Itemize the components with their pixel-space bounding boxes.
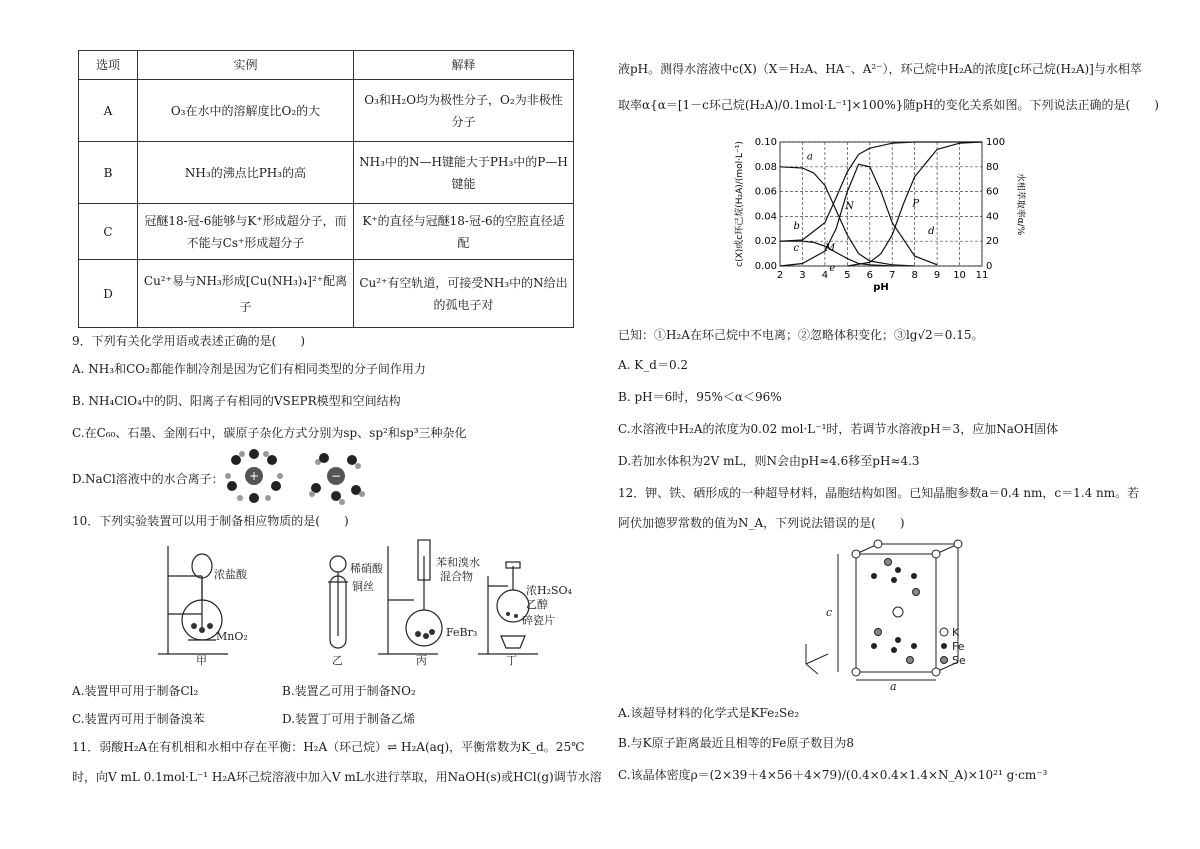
label-jia: 甲 (196, 654, 207, 667)
q12-option-a: A.该超导材料的化学式是KFe₂Se₂ (618, 706, 800, 720)
table-row (79, 80, 574, 142)
annotation-M: M (824, 243, 836, 255)
q11-stem-line4: 取率α{α＝[1－c环己烷(H₂A)/0.1mol·L⁻¹]×100%}随pH的变化关系如图。下列说法正确的是( ) (618, 98, 1159, 112)
table-header: 实例 (138, 51, 354, 80)
annotation-e: e (829, 262, 836, 274)
x-tick-label: 5 (844, 270, 851, 281)
q10-option-c: C.装置丙可用于制备溴苯 (72, 712, 205, 726)
y-tick-label: 0.08 (754, 161, 777, 173)
y2-axis-label: 水相萃取率α/% (1015, 172, 1025, 236)
annotation-N: N (845, 200, 854, 212)
crystal-cell-figure (798, 540, 978, 693)
legend-se: Se (952, 654, 966, 667)
y2-tick-label: 80 (986, 161, 999, 173)
q11-option-d: D.若加水体积为2V mL，则N会由pH≈4.6移至pH≈4.3 (618, 454, 920, 468)
options-table (78, 50, 574, 328)
q11-stem-line2: 时，向V mL 0.1mol·L⁻¹ H₂A环己烷溶液中加入V mL水进行萃取，用NaOH(s)或HCl(g)调节水溶 (72, 770, 602, 784)
apparatus-figure (158, 536, 572, 667)
hydrated-ions-icon (216, 448, 436, 508)
annotation-P: P (912, 198, 920, 210)
table-header: 选项 (79, 51, 138, 80)
q10-option-a: A.装置甲可用于制备Cl₂ (72, 684, 199, 698)
x-tick-label: 10 (953, 270, 966, 281)
label-ding: 丁 (506, 654, 517, 667)
y-tick-label: 0.04 (754, 211, 777, 223)
table-cell: O₃和H₂O均为极性分子，O₂为非极性分子 (354, 80, 574, 142)
q12-stem-line2: 阿伏加德罗常数的值为N_A，下列说法错误的是( ) (618, 516, 905, 530)
x-tick-label: 4 (821, 270, 829, 281)
q9-stem: 9．下列有关化学用语或表述正确的是( ) (72, 334, 305, 348)
label-h2so4: 浓H₂SO₄ (526, 584, 572, 597)
table-cell: C (79, 204, 138, 260)
y-axis-label: c(X)或c环己烷(H₂A)/(mol·L⁻¹) (735, 141, 745, 267)
y-tick-label: 0.10 (754, 137, 777, 148)
q11-option-c: C.水溶液中H₂A的浓度为0.02 mol·L⁻¹时，若调节水溶液pH＝3，应加NaOH固体 (618, 422, 1059, 436)
annotation-a: a (806, 151, 813, 163)
label-febr3: FeBr₃ (446, 626, 478, 639)
q11-stem-line1: 11．弱酸H₂A在有机相和水相中存在平衡：H₂A（环己烷）⇌ H₂A(aq)，平衡常数为K_d。25℃ (72, 740, 585, 754)
x-axis-label: pH (873, 282, 889, 293)
q12-option-b: B.与K原子距离最近且相等的Fe原子数目为8 (618, 736, 855, 750)
x-tick-label: 3 (799, 270, 806, 281)
label-c: c (826, 606, 833, 619)
annotation-d: d (928, 225, 935, 237)
q9-option-b: B. NH₄ClO₄中的阴、阳离子有相同的VSEPR模型和空间结构 (72, 394, 401, 408)
x-tick-label: 2 (776, 270, 784, 281)
q10-option-d: D.装置丁可用于制备乙烯 (282, 712, 416, 726)
y2-tick-label: 40 (986, 211, 999, 223)
q9-option-c: C.在C₆₀、石墨、金刚石中，碳原子杂化方式分别为sp、sp²和sp³三种杂化 (72, 426, 467, 440)
y-tick-label: 0.02 (754, 236, 777, 248)
label-hcl: 浓盐酸 (214, 568, 247, 581)
table-cell: Cu²⁺易与NH₃形成[Cu(NH₃)₄]²⁺配离子 (138, 260, 354, 328)
table-row (79, 260, 574, 328)
annotation-c: c (793, 243, 800, 255)
table-cell: 冠醚18-冠-6能够与K⁺形成超分子，而不能与Cs⁺形成超分子 (138, 204, 354, 260)
x-tick-label: 6 (866, 270, 873, 281)
table-cell: K⁺的直径与冠醚18-冠-6的空腔直径适配 (354, 204, 574, 260)
y-tick-label: 0.00 (754, 261, 777, 272)
q11-option-b: B. pH＝6时，95%＜α＜96% (618, 390, 782, 404)
x-tick-label: 9 (933, 270, 941, 281)
q12-option-c: C.该晶体密度ρ＝(2×39＋4×56＋4×79)/(0.4×0.4×1.4×N_A)×10²¹ g·cm⁻³ (618, 768, 1048, 782)
legend-fe: Fe (952, 640, 965, 653)
q11-known: 已知：①H₂A在环己烷中不电离；②忽略体积变化；③lg√2＝0.15。 (618, 328, 984, 342)
table-cell: NH₃中的N—H键能大于PH₃中的P—H键能 (354, 142, 574, 204)
y-tick-label: 0.06 (754, 186, 777, 198)
q9-option-d: D.NaCl溶液中的水合离子： (72, 472, 224, 486)
y2-tick-label: 100 (986, 137, 1006, 148)
table-row (79, 142, 574, 204)
x-tick-label: 8 (911, 270, 918, 281)
table-cell: D (79, 260, 138, 328)
q9-option-a: A. NH₃和CO₂都能作制冷剂是因为它们有相同类型的分子间作用力 (72, 362, 426, 376)
table-cell: O₃在水中的溶解度比O₂的大 (138, 80, 354, 142)
q12-stem-line1: 12．钾、铁、硒形成的一种超导材料，晶胞结构如图。已知晶胞参数a＝0.4 nm，c＝1.4 nm。若 (618, 486, 1140, 500)
label-mno2: MnO₂ (216, 630, 248, 643)
chart (734, 132, 1034, 310)
y2-tick-label: 20 (986, 236, 999, 248)
y2-tick-label: 60 (986, 186, 999, 198)
y2-tick-label: 0 (986, 261, 993, 272)
annotation-b: b (793, 220, 800, 232)
q11-option-a: A. K_d＝0.2 (618, 358, 689, 372)
q10-stem: 10．下列实验装置可以用于制备相应物质的是( ) (72, 514, 349, 528)
svg-text:+: + (248, 469, 260, 483)
svg-text:−: − (330, 469, 342, 483)
label-yi: 乙 (332, 654, 343, 667)
label-a: a (890, 680, 897, 693)
table-cell: B (79, 142, 138, 204)
q11-stem-line3: 液pH。测得水溶液中c(X)（X＝H₂A、HA⁻、A²⁻），环己烷中H₂A的浓度[c环己烷(H₂A)]与水相萃 (618, 62, 1142, 76)
label-hno3: 稀硝酸 (350, 562, 383, 575)
legend-k: K (952, 626, 960, 639)
table-row (79, 204, 574, 260)
label-mix: 混合物 (440, 570, 473, 583)
x-tick-label: 7 (889, 270, 896, 281)
table-header-row (79, 51, 574, 80)
label-ethanol: 乙醇 (526, 598, 548, 611)
label-benzene: 苯和溴水 (436, 556, 480, 569)
label-chips: 碎瓷片 (522, 614, 555, 627)
label-cu: 铜丝 (352, 580, 374, 593)
q10-option-b: B.装置乙可用于制备NO₂ (282, 684, 416, 698)
table-cell: Cu²⁺有空轨道，可接受NH₃中的N给出的孤电子对 (354, 260, 574, 328)
table-cell: NH₃的沸点比PH₃的高 (138, 142, 354, 204)
table-header: 解释 (354, 51, 574, 80)
table-cell: A (79, 80, 138, 142)
x-tick-label: 11 (975, 270, 989, 281)
label-bing: 丙 (416, 654, 427, 667)
